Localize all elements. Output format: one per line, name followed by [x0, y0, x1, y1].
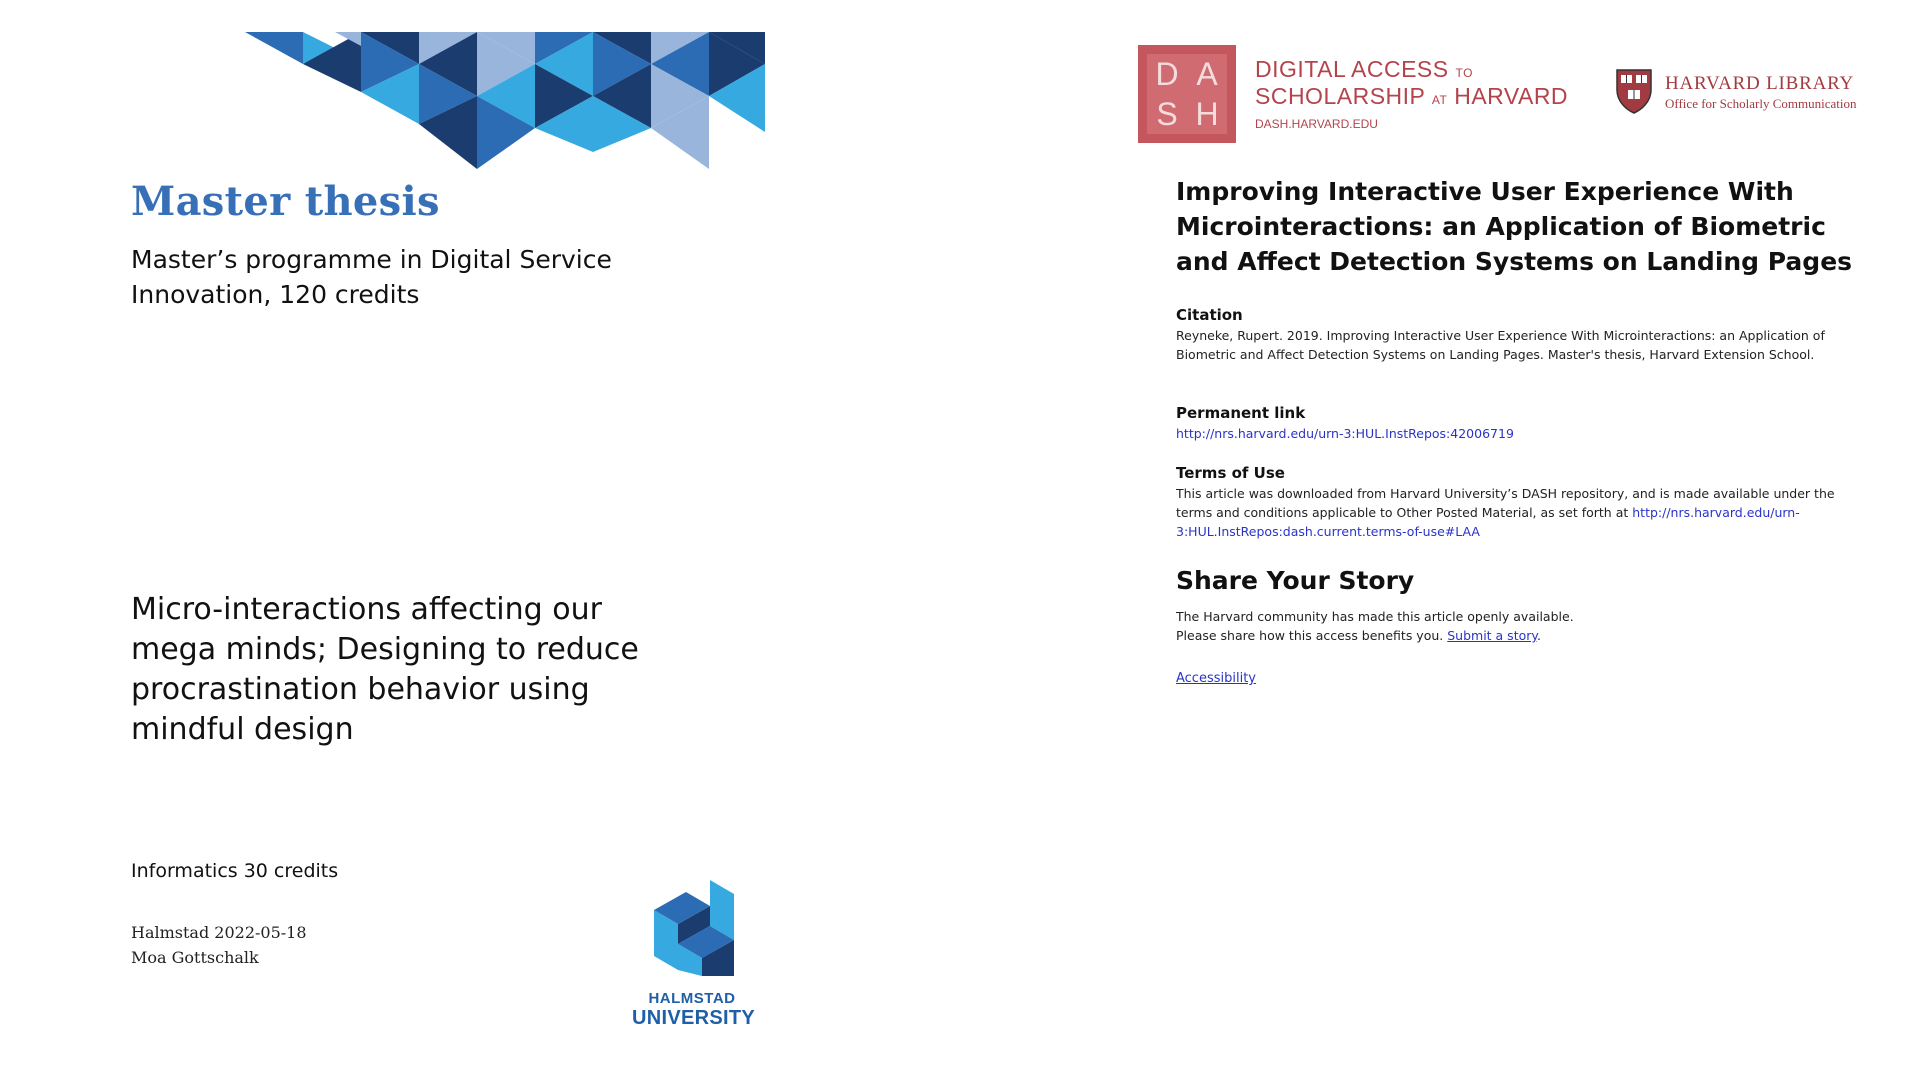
programme-text: Master’s programme in Digital Service Innovation, 120 credits — [131, 245, 612, 309]
dash-wordmark-line2: SCHOLARSHIP AT HARVARD — [1255, 83, 1569, 109]
permanent-link[interactable] — [1176, 424, 1856, 443]
thesis-heading: Master thesis — [131, 178, 440, 225]
dash-url: DASH.HARVARD.EDU — [1255, 117, 1378, 131]
harvard-library-subtitle: Office for Scholarly Communication — [1665, 96, 1857, 111]
place-date: Halmstad 2022-05-18 — [131, 923, 307, 942]
dash-wordmark-line1: DIGITAL ACCESS TO — [1255, 56, 1473, 82]
halmstad-logo-icon — [654, 880, 734, 990]
harvard-shield-icon — [1615, 68, 1653, 114]
dash-logo — [1138, 45, 1236, 143]
article-title: Improving Interactive User Experience With Microinteractions: an Application of Biometric and Affect Detection Systems on Landing Pages — [1176, 177, 1853, 276]
harvard-library-name: HARVARD LIBRARY — [1665, 73, 1855, 94]
citation-heading: Citation — [1176, 306, 1243, 324]
share-story-text: The Harvard community has made this article openly available. Please share how this access benefits you. Submit a story. — [1176, 609, 1574, 643]
accessibility-link[interactable]: Accessibility — [1176, 671, 1256, 686]
subject-credits: Informatics 30 credits — [131, 860, 339, 882]
triangle-pattern-banner — [245, 32, 765, 169]
university-name-line1: HALMSTAD — [648, 990, 736, 1007]
submit-story-link[interactable]: Submit a story — [1447, 628, 1537, 643]
dash-cover-page — [960, 0, 1920, 1080]
terms-of-use-link[interactable]: http://nrs.harvard.edu/urn-3:HUL.InstRepos:dash.current.terms-of-use#LAA — [1176, 505, 1800, 539]
dash-letter-h: H — [1195, 96, 1219, 132]
author-name: Moa Gottschalk — [131, 948, 259, 967]
permanent-link-heading: Permanent link — [1176, 404, 1306, 422]
terms-of-use-text: This article was downloaded from Harvard University’s DASH repository, and is made available under the terms and conditions applicable to Other Posted Material, as set forth at http://nrs.harvard.edu/urn-3:HUL.InstRepos:dash.current.terms-of-use#LAA — [1176, 486, 1835, 539]
terms-of-use-heading: Terms of Use — [1176, 464, 1285, 482]
dash-letter-s: S — [1156, 96, 1178, 132]
permanent-link-url[interactable]: http://nrs.harvard.edu/urn-3:HUL.InstRepos:42006719 — [1176, 426, 1514, 441]
thesis-title: Micro-interactions affecting our mega minds; Designing to reduce procrastination behavior using mindful design — [131, 592, 639, 747]
halmstad-university-logo — [632, 880, 756, 1030]
dash-letter-d: D — [1155, 56, 1179, 92]
dash-letter-a: A — [1196, 56, 1218, 92]
share-story-heading: Share Your Story — [1176, 566, 1415, 595]
university-name-line2: UNIVERSITY — [632, 1007, 756, 1029]
citation-text: Reyneke, Rupert. 2019. Improving Interactive User Experience With Microinteractions: an Application of Biometric and Affect Detection Systems on Landing Pages. Master's thesis, Harvard Extension School. — [1176, 328, 1825, 362]
